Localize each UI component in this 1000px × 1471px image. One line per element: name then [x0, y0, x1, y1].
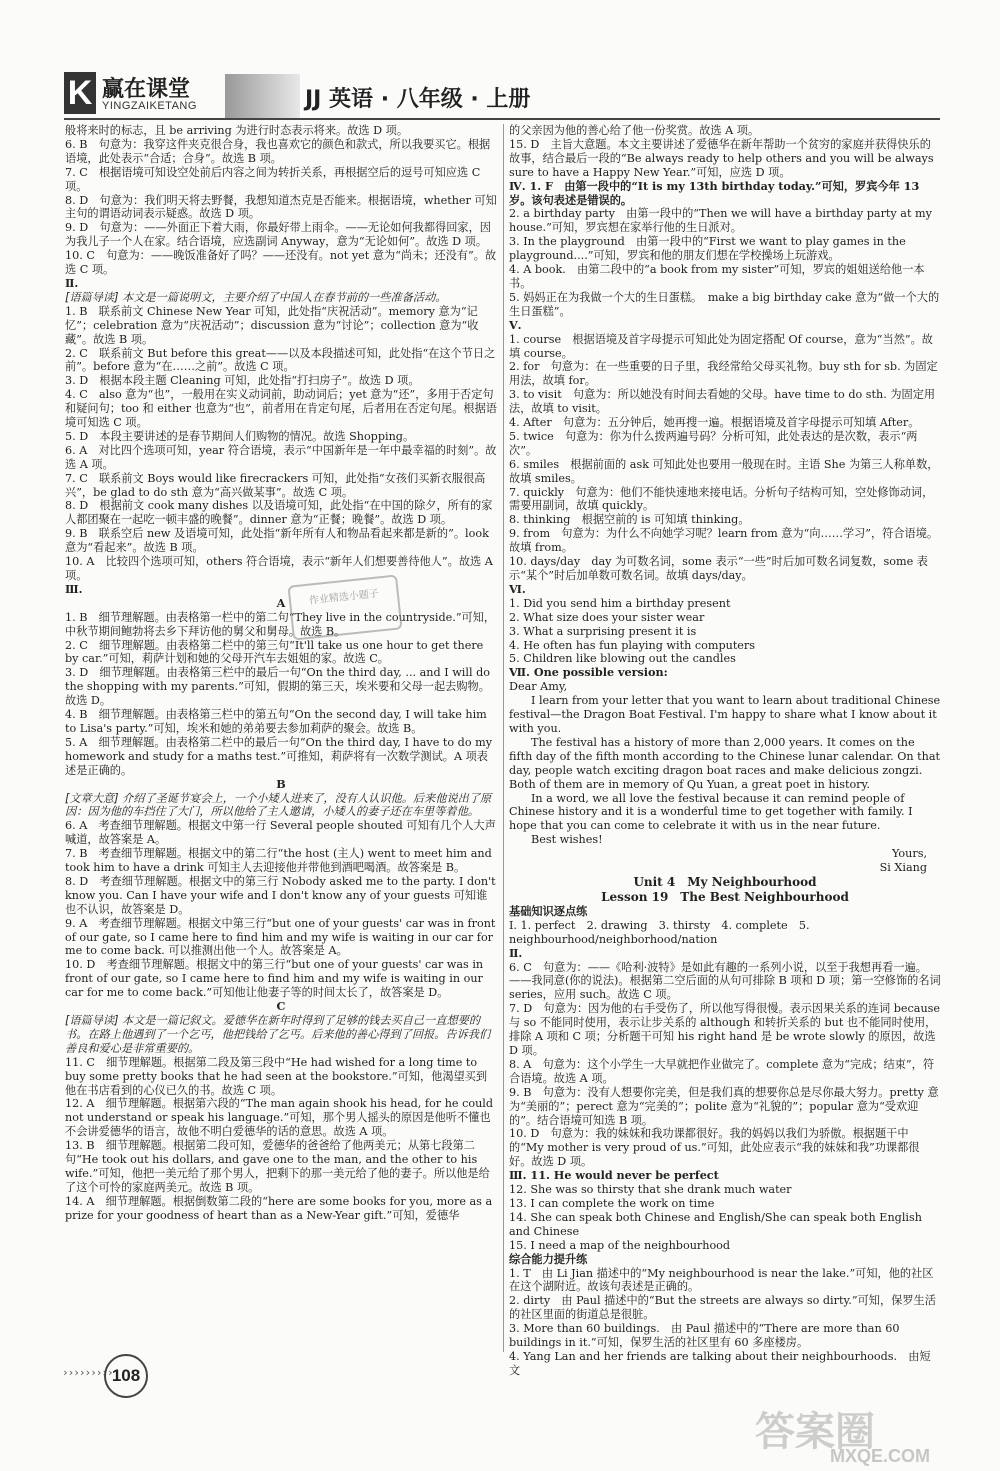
answer-item: A: [276, 595, 286, 610]
letter-greeting: Dear Amy,: [509, 680, 568, 694]
answer-item: 10. days/day day 为可数名词，some 表示“一些”时后加可数名词复数，some 表示“某个”时后加单数可数名词。故填 days/day。: [509, 555, 928, 582]
section-heading: Ⅳ. 1. F 由第一段中的“It is my 13th birthday today.”可知，罗宾今年 13 岁。该句表述是错误的。: [509, 178, 920, 207]
answer-item: 5. 妈妈正在为我做一个大的生日蛋糕。 make a big birthday cake 意为“做一个大的生日蛋糕”。: [509, 290, 940, 318]
section-heading: Ⅲ. 11. He would never be perfect: [509, 1168, 719, 1183]
answer-item: 10. D 句意为：我的妹妹和我功课都很好。我的妈妈以我们为骄傲。根据题干中的“My mother is very proud of us.”可知，此处应表示“我的妹妹和我”功课都很好。故选 D 项。: [509, 1127, 920, 1169]
answer-item: 6. smiles 根据前面的 ask 可知此处也要用一般现在时。主语 She 为第三人称单数，故填 smiles。: [509, 457, 939, 485]
right-column: [509, 124, 941, 1378]
answer-item: 9. A 考查细节理解题。根据文中第三行“but one of your guests' car was in front of our gate, so I came here to find him and my wife is waiting in our car for me to come back. 可以推测出他一个人。故答案是 A。: [65, 916, 496, 958]
logo-mark: K: [64, 72, 96, 114]
answer-item: 2. a birthday party 由第一段中的“Then we will have a birthday party at my house.”可知，罗宾想在家举行他的生日派对。: [509, 207, 932, 235]
letter-closing: Yours,: [892, 847, 927, 861]
passage-guide: [语篇导读] 本文是一篇说明文，主要介绍了中国人在春节前的一些准备活动。: [65, 290, 447, 304]
left-column: [65, 124, 497, 1223]
letter-wishes: Best wishes!: [531, 833, 603, 847]
answer-item: 9. from 句意为：为什么不向她学习呢？learn from 意为“向……学习”，符合语境。故填 from。: [509, 527, 939, 555]
answer-item: 8. D 根据前文 cook many dishes 以及语境可知，此处指“在中国的除夕，所有的家人都团聚在一起吃一顿丰盛的晚餐”。dinner 意为“正餐；晚餐”。故选 D 项。: [65, 499, 493, 527]
answer-item: 7. C 根据语境可知设空处前后内容之间为转折关系，再根据空后的逗号可知应选 C 项。: [65, 165, 481, 193]
lesson-title: Lesson 19 The Best Neighbourhood: [601, 889, 849, 904]
sample-letter: [509, 680, 941, 875]
footer-arrow: ›››››››››: [62, 1366, 113, 1379]
answer-item: 3. D 根据本段主题 Cleaning 可知，此处指“打扫房子”。故选 D 项。: [65, 374, 420, 388]
answer-item: 2. for 句意为：在一些重要的日子里，我经常给父母买礼物。buy sth for sb. 为固定用法，故填 for。: [509, 360, 938, 388]
section-heading: Ⅴ.: [509, 317, 522, 332]
answer-item: 1. B 联系前文 Chinese New Year 可知，此处指“庆祝活动”。memory 意为“记忆”；celebration 意为“庆祝活动”；discussion 意为“讨论”；collection 意为“收藏”。故选 B 项。: [65, 304, 479, 346]
answer-item: 3. D 细节理解题。由表格第三栏中的最后一句“On the third day, ... and I will do the shopping with my parents.”可知，假期的第三天，埃米要和父母一起去购物。故选 D。: [65, 666, 490, 708]
section-heading: Ⅲ.: [65, 581, 83, 596]
watermark-url: MXQE.COM: [830, 1446, 931, 1466]
answer-item: 4. A book. 由第二段中的“a book from my sister”可知，罗宾的姐姐送给他一本书。: [509, 263, 925, 290]
answer-item: 10. D 考查细节理解题。根据文中的第三行“but one of your guests' car was in front of our gate, so I came here to find him and my wife is waiting in our car for me to come back.”可知他让他妻子等的时间太长了，故答案是 D。: [65, 958, 484, 1000]
answer-item: 4. B 细节理解题。由表格第三栏中的第五句“On the second day, I will take him to Lisa's party.”可知，埃米和她的弟弟要去参加莉萨的聚会。故选 B。: [65, 708, 487, 735]
section-heading: Ⅶ. One possible version:: [509, 665, 668, 680]
answer-item: 6. B 句意为：我穿这件夹克很合身，我也喜欢它的颜色和款式，所以我要买它。根据语境，此处表示“合适；合身”。故选 B 项。: [65, 137, 491, 165]
page-number: 108: [104, 1354, 148, 1398]
answer-item: 2. C 联系前文 But before this great——以及本段描述可知，此处指“在这个节日之前”。before 意为“在……之前”。故选 C 项。: [65, 346, 496, 374]
answer-item: Ⅰ. 1. perfect 2. drawing 3. thirsty 4. complete 5. neighbourhood/neighborhood/nation: [509, 918, 810, 946]
book-title: JJ 英语 · 八年级 · 上册: [305, 87, 531, 112]
answer-item: 6. C 句意为：——《哈利·波特》是如此有趣的一系列小说，以至于我想再看一遍。——我同意(你的说法)。根据第二空后面的从句可排除 B 项和 D 项；第一空修饰的名词 series，应用 such。故选 C 项。: [509, 960, 941, 1002]
answer-item: 3. More than 60 buildings. 由 Paul 描述中的“There are more than 60 buildings in it.”可知，保罗生活的社区里有 60 多座楼房。: [509, 1322, 900, 1350]
answer-item: 7. C 联系前文 Boys would like firecrackers 可知，此处指“女孩们买新衣服很高兴”，be glad to do sth 意为“高兴做某事”。故选 C 项。: [65, 471, 486, 499]
answer-item: 6. A 考查细节理解题。根据文中第一行 Several people shouted 可知有几个人大声喊道，故答案是 A。: [65, 819, 496, 847]
section-heading: 综合能力提升练: [509, 1251, 588, 1266]
answer-item: 12. A 细节理解题。根据第六段的“The man again shook his head, for he could not understand or speak his language.”可知，那个男人摇头的原因是他听不懂也不会讲爱德华的语言，故他不明白爱德华的话的意思。故选 A 项。: [65, 1097, 494, 1139]
letter-paragraph-2: The festival has a history of more than 2,000 years. It comes on the fifth day of the fifth month according to the Chinese lunar calendar. On that day, people watch exciting dragon boat races and make delicious zongzi. Both of them are in memory of Qu Yuan, a great poet in history.: [509, 735, 941, 791]
answer-item: 13. B 细节理解题。根据第二段可知，爱德华的爸爸给了他两美元；从第七段第二句“He took out his dollars, and gave one to the man, and the other to his wife.”可知，他把一美元给了那个男人，把剩下的那一美元给了他的妻子。所以他是给了这个可怜的家庭两美元。故选 B 项。: [65, 1139, 490, 1194]
unit-title: Unit 4 My Neighbourhood: [633, 874, 817, 889]
answer-item: 2. What size does your sister wear: [509, 610, 705, 624]
answer-item: 6. A 对比四个选项可知，year 符合语境，表示“中国新年是一年中最幸福的时刻”。故选 A 项。: [65, 443, 497, 471]
answer-item: 5. Children like blowing out the candles: [509, 652, 736, 666]
column-divider: [503, 124, 504, 1352]
answer-item: 5. D 本段主要讲述的是春节期间人们购物的情况。故选 Shopping。: [65, 429, 415, 443]
answer-item: 5. twice 句意为：你为什么拨两遍号码？分析可知，此处表达的是次数，表示“两次”。: [509, 429, 918, 457]
answer-item: 11. C 细节理解题。根据第二段及第三段中“He had wished for a long time to buy some pretty books that he had seen at the bookstore.”可知，他渴望买到他在书店看到的心仪已久的书。故选 C 项。: [65, 1055, 488, 1097]
answer-item: 12. She was so thirsty that she drank much water: [509, 1183, 792, 1197]
answer-item: 5. A 细节理解题。由表格第二栏中的最后一句“On the third day, I have to do my homework and study for a maths test.”可推知，莉萨将有一次数学测试。A 项表述是正确的。: [65, 735, 493, 777]
answer-item: 2. dirty 由 Paul 描述中的“But the streets are always so dirty.”可知，保罗生活的社区里面的街道总是很脏。: [509, 1294, 936, 1322]
section-heading: Ⅱ.: [509, 945, 523, 960]
answer-item: 3. What a surprising present it is: [509, 624, 697, 638]
answer-item: 9. D 句意为：——外面正下着大雨，你最好带上雨伞。——无论如何我都得回家，因为我儿子一个人在家。结合语境，应选副词 Anyway，意为“无论如何”。故选 D 项。: [65, 221, 491, 249]
answer-item: 9. B 联系空后 new 及语境可知，此处指“新年所有人和物品看起来都是新的”。look 意为“看起来”。故选 B 项。: [65, 527, 489, 555]
answer-item: 4. After 句意为：五分钟后，她再搜一遍。根据语境及首字母提示可知填 After。: [509, 416, 920, 430]
answer-item: 10. A 比较四个选项可知，others 符合语境，表示“新年人们想要善待他人”。故选 A 项。: [65, 555, 493, 582]
answer-item: 7. D 句意为：因为他的右手受伤了，所以他写得很慢。表示因果关系的连词 because 与 so 不能同时使用，表示让步关系的 although 和转折关系的 but 也不能同时使用，排除 A 项和 C 项；分析题干可知 his right hand 是 be wrote slowly 的原因，故选 D 项。: [509, 1002, 941, 1057]
answer-item: 4. He often has fun playing with computers: [509, 638, 756, 652]
passage-guide: [文章大意] 介绍了圣诞节宴会上，一个小矮人进来了，没有人认识他。后来他说出了原因：因为他的车挡住了大门，所以他给了主人邀请，小矮人的妻子还在车里等着他。: [65, 791, 492, 819]
answer-item: 7. quickly 句意为：他们不能快速地来接电话。分析句子结构可知，空处修饰动词，需要用副词，故填 quickly。: [509, 485, 934, 513]
page-header: [0, 0, 1000, 120]
answer-item: C: [276, 999, 286, 1014]
answer-item: 8. D 句意为：我们明天将去野餐，我想知道杰克是否能来。根据语境，whether 可知主句的谓语动词表示疑惑。故选 D 项。: [65, 193, 497, 221]
answer-item: 1. B 细节理解题。由表格第一栏中的第二句“They live in the countryside.”可知，中秋节期间鲍勃将去乡下拜访他的舅父和舅母。故选 B。: [65, 610, 496, 638]
answer-item: 1. T 由 Li Jian 描述中的“My neighbourhood is near the lake.”可知，他的社区在这个湖附近。故该句表述是正确的。: [509, 1266, 934, 1294]
letter-paragraph-3: In a word, we all love the festival because it can remind people of Chinese history and it is a wonderful time to get together with family. I hope that you can come to celebrate it with us in the near future.: [509, 791, 913, 833]
answer-item: 4. C also 意为“也”，一般用在实义动词前，助动词后；yet 意为“还”，多用于否定句和疑问句；too 和 either 也意为“也”，前者用在肯定句尾，后者用在否定句尾。根据语境可知选 C 项。: [65, 388, 497, 430]
answer-item: 9. B 句意为：没有人想要你完美，但是我们真的想要你总是尽你最大努力。pretty 意为“美丽的”；perect 意为“完美的”；polite 意为“礼貌的”；popular 意为“受欢迎的”。结合语境可知选 B 项。: [509, 1085, 939, 1127]
answer-item: 3. In the playground 由第一段中的“First we want to play games in the playground....”可知，罗宾和他的朋友们想在学校操场上玩游戏。: [509, 235, 906, 263]
passage-guide: [语篇导读] 本文是一篇记叙文。爱德华在新年时得到了足够的钱去买自己一直想要的书。在路上他遇到了一个乞丐，他把钱给了乞丐。后来他的善心得到了回报。告诉我们善良和爱心是非常重要的。: [65, 1014, 491, 1055]
answer-item: 的父亲因为他的善心给了他一份奖赏。故选 A 项。: [509, 124, 760, 137]
answer-item: 1. course 根据语境及首字母提示可知此处为固定搭配 Of course，意为“当然”。故填 course。: [509, 332, 933, 360]
answer-item: 8. A 句意为：这个小学生一大早就把作业做完了。complete 意为“完成；结束”，符合语境。故选 A 项。: [509, 1057, 935, 1085]
section-heading: Ⅱ.: [65, 275, 79, 290]
answer-item: 3. to visit 句意为：所以她没有时间去看她的父母。have time to do sth. 为固定用法，故填 to visit。: [509, 388, 936, 416]
answer-item: 14. A 细节理解题。根据倒数第二段的“here are some books for you, more as a prize for your goodness of heart than as a New-Year gift.”可知，爱德华: [65, 1194, 493, 1222]
answer-item: 15. D 主旨大意题。本文主要讲述了爱德华在新年帮助一个贫穷的家庭并获得快乐的故事，结合最后一段的“Be always ready to help others and you will be always sure to have a Happy New Year.”可知，应选 D 项。: [509, 137, 934, 179]
answer-item: 13. I can complete the work on time: [509, 1196, 715, 1210]
section-heading: 基础知识逐点练: [509, 903, 588, 918]
letter-paragraph-1: I learn from your letter that you want to learn about traditional Chinese festival—the Dragon Boat Festival. I'm happy to share what I know about it with you.: [509, 694, 941, 735]
answer-item: 4. Yang Lan and her friends are talking about their neighbourhoods. 由短文: [509, 1349, 931, 1377]
answer-item: 14. She can speak both Chinese and English/She can speak both English and Chinese: [509, 1210, 922, 1238]
answer-item: B: [276, 776, 286, 791]
logo-chinese: 赢在课堂: [102, 77, 191, 102]
stamp: 作业精选小题子: [287, 574, 402, 640]
answer-item: 般将来时的标志，且 be arriving 为进行时态表示将来。故选 D 项。: [65, 124, 409, 137]
answer-item: 8. thinking 根据空前的 is 可知填 thinking。: [509, 513, 750, 527]
watermark: 答案圈: [755, 1409, 875, 1455]
answer-item: 10. C 句意为：——晚饭准备好了吗？——还没有。not yet 意为“尚未；还没有”。故选 C 项。: [65, 249, 497, 277]
lesson-answers: [509, 905, 941, 1378]
answer-item: 7. B 考查细节理解题。根据文中的第二行“the host (主人) went to meet him and took him to have a drink 可知主人去迎接他并带他到酒吧喝酒。故答案是 B。: [65, 847, 492, 875]
answer-item: 8. D 考查细节理解题。根据文中的第三行 Nobody asked me to the party. I don't know you. Can I have your wife and I don't know any of your guests 可知谁也不认识，故答案是 D。: [65, 874, 496, 916]
header-rule: [64, 118, 940, 120]
header-band: [225, 74, 300, 118]
answer-item: 2. C 细节理解题。由表格第二栏中的第三句“It'll take us one hour to get there by car.”可知，莉萨计划和她的父母开汽车去姐姐的家。故选 C。: [65, 638, 484, 666]
answer-item: 15. I need a map of the neighbourhood: [509, 1238, 731, 1252]
answer-item: 1. Did you send him a birthday present: [509, 596, 731, 610]
letter-signature: Si Xiang: [879, 861, 927, 875]
section-heading: Ⅵ.: [509, 581, 526, 596]
logo-pinyin: YINGZAIKETANG: [102, 100, 197, 112]
right-answers: [509, 124, 941, 680]
